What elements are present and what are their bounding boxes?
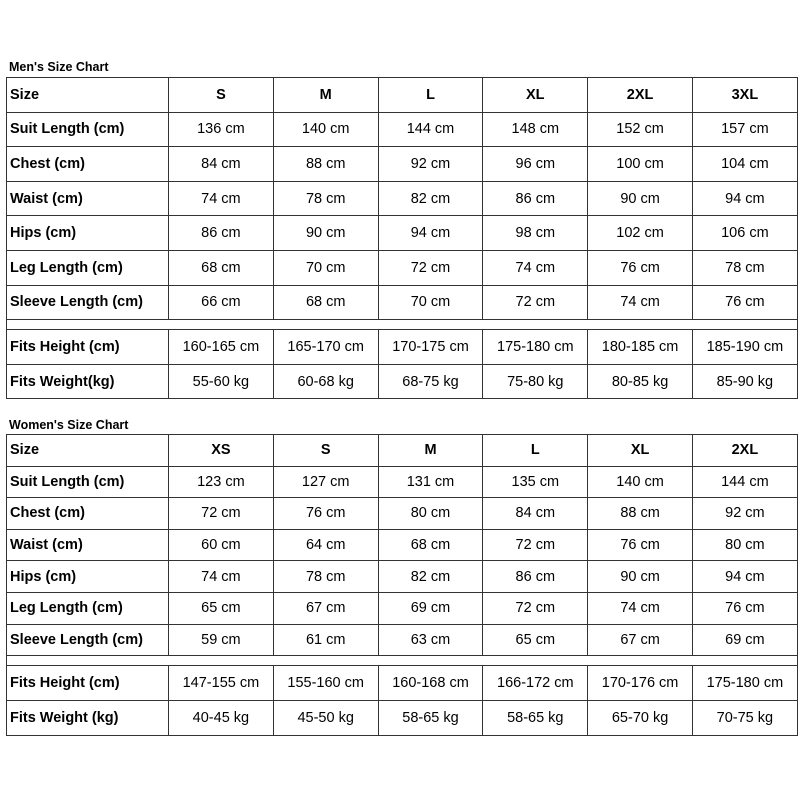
size-cell: 165-170 cm: [273, 330, 378, 365]
mens-size-table: [6, 77, 798, 399]
size-cell: 94 cm: [378, 216, 483, 251]
womens-size-table: [6, 434, 798, 736]
table-divider-row: [7, 656, 798, 666]
size-cell: 80-85 kg: [588, 364, 693, 399]
row-label: Leg Length (cm): [7, 250, 169, 285]
measurement-row: [7, 147, 798, 182]
size-cell: 170-176 cm: [588, 666, 693, 701]
row-label: Hips (cm): [7, 561, 169, 593]
row-label: Suit Length (cm): [7, 466, 169, 498]
size-cell: 166-172 cm: [483, 666, 588, 701]
size-cell: 80 cm: [378, 498, 483, 530]
size-cell: 72 cm: [483, 285, 588, 320]
fit-row: [7, 364, 798, 399]
size-cell: 74 cm: [169, 561, 274, 593]
size-cell: 98 cm: [483, 216, 588, 251]
size-cell: 90 cm: [588, 561, 693, 593]
size-cell: 80 cm: [692, 529, 797, 561]
size-cell: 69 cm: [378, 592, 483, 624]
size-cell: 65 cm: [169, 592, 274, 624]
row-label: Fits Height (cm): [7, 666, 169, 701]
size-cell: 127 cm: [273, 466, 378, 498]
row-label: Sleeve Length (cm): [7, 624, 169, 656]
size-cell: 85-90 kg: [692, 364, 797, 399]
row-label: Suit Length (cm): [7, 112, 169, 147]
size-cell: 61 cm: [273, 624, 378, 656]
table-divider: [7, 320, 798, 330]
size-cell: 136 cm: [169, 112, 274, 147]
measurement-row: [7, 285, 798, 320]
size-cell: 185-190 cm: [692, 330, 797, 365]
size-cell: L: [378, 78, 483, 113]
size-cell: 160-168 cm: [378, 666, 483, 701]
size-cell: 63 cm: [378, 624, 483, 656]
size-cell: 92 cm: [378, 147, 483, 182]
size-cell: 59 cm: [169, 624, 274, 656]
size-cell: 102 cm: [588, 216, 693, 251]
size-cell: 140 cm: [273, 112, 378, 147]
size-cell: 144 cm: [692, 466, 797, 498]
size-cell: 76 cm: [588, 250, 693, 285]
row-label: Fits Height (cm): [7, 330, 169, 365]
size-cell: 82 cm: [378, 561, 483, 593]
size-cell: 84 cm: [169, 147, 274, 182]
table-divider-row: [7, 320, 798, 330]
size-cell: 160-165 cm: [169, 330, 274, 365]
size-cell: 175-180 cm: [692, 666, 797, 701]
size-cell: 140 cm: [588, 466, 693, 498]
womens-size-chart-title: Women's Size Chart: [9, 418, 129, 432]
size-cell: 144 cm: [378, 112, 483, 147]
size-cell: 40-45 kg: [169, 701, 274, 736]
fit-row: [7, 330, 798, 365]
size-cell: 65 cm: [483, 624, 588, 656]
table-divider: [7, 656, 798, 666]
size-cell: XL: [588, 435, 693, 467]
size-cell: 72 cm: [169, 498, 274, 530]
size-cell: 70 cm: [378, 285, 483, 320]
size-cell: M: [273, 78, 378, 113]
size-cell: M: [378, 435, 483, 467]
size-cell: 86 cm: [483, 181, 588, 216]
size-cell: 135 cm: [483, 466, 588, 498]
size-cell: 60-68 kg: [273, 364, 378, 399]
size-cell: 131 cm: [378, 466, 483, 498]
size-cell: XS: [169, 435, 274, 467]
size-header-row: [7, 78, 798, 113]
row-label: Fits Weight(kg): [7, 364, 169, 399]
size-cell: S: [273, 435, 378, 467]
size-cell: 2XL: [588, 78, 693, 113]
size-cell: 72 cm: [483, 529, 588, 561]
size-cell: 157 cm: [692, 112, 797, 147]
size-cell: 70 cm: [273, 250, 378, 285]
row-label: Waist (cm): [7, 181, 169, 216]
size-cell: 78 cm: [692, 250, 797, 285]
measurement-row: [7, 624, 798, 656]
size-cell: 60 cm: [169, 529, 274, 561]
size-cell: 72 cm: [483, 592, 588, 624]
size-cell: 58-65 kg: [378, 701, 483, 736]
size-cell: 74 cm: [169, 181, 274, 216]
size-cell: 78 cm: [273, 561, 378, 593]
mens-size-chart-title: Men's Size Chart: [9, 60, 109, 74]
row-label: Chest (cm): [7, 147, 169, 182]
size-cell: 66 cm: [169, 285, 274, 320]
size-cell: 67 cm: [588, 624, 693, 656]
size-cell: 92 cm: [692, 498, 797, 530]
measurement-row: [7, 498, 798, 530]
size-cell: 94 cm: [692, 561, 797, 593]
size-cell: 2XL: [692, 435, 797, 467]
row-label: Waist (cm): [7, 529, 169, 561]
size-cell: 84 cm: [483, 498, 588, 530]
size-cell: 74 cm: [483, 250, 588, 285]
measurement-row: [7, 529, 798, 561]
size-cell: 100 cm: [588, 147, 693, 182]
size-cell: XL: [483, 78, 588, 113]
row-label: Sleeve Length (cm): [7, 285, 169, 320]
size-cell: 64 cm: [273, 529, 378, 561]
size-cell: 68-75 kg: [378, 364, 483, 399]
fit-row: [7, 666, 798, 701]
size-cell: 75-80 kg: [483, 364, 588, 399]
size-cell: 72 cm: [378, 250, 483, 285]
size-cell: 147-155 cm: [169, 666, 274, 701]
size-cell: 76 cm: [273, 498, 378, 530]
size-cell: 86 cm: [483, 561, 588, 593]
size-cell: 90 cm: [273, 216, 378, 251]
size-cell: 88 cm: [273, 147, 378, 182]
size-cell: 76 cm: [588, 529, 693, 561]
size-cell: 86 cm: [169, 216, 274, 251]
measurement-row: [7, 216, 798, 251]
measurement-row: [7, 112, 798, 147]
fit-row: [7, 701, 798, 736]
measurement-row: [7, 250, 798, 285]
size-cell: 96 cm: [483, 147, 588, 182]
size-cell: 82 cm: [378, 181, 483, 216]
size-cell: 148 cm: [483, 112, 588, 147]
size-cell: 69 cm: [692, 624, 797, 656]
size-cell: 76 cm: [692, 592, 797, 624]
size-cell: 74 cm: [588, 592, 693, 624]
size-cell: 104 cm: [692, 147, 797, 182]
size-cell: 45-50 kg: [273, 701, 378, 736]
size-cell: 170-175 cm: [378, 330, 483, 365]
size-cell: 175-180 cm: [483, 330, 588, 365]
row-label: Chest (cm): [7, 498, 169, 530]
size-cell: 94 cm: [692, 181, 797, 216]
size-cell: 155-160 cm: [273, 666, 378, 701]
size-cell: 55-60 kg: [169, 364, 274, 399]
size-cell: 68 cm: [378, 529, 483, 561]
measurement-row: [7, 592, 798, 624]
size-cell: 152 cm: [588, 112, 693, 147]
row-label: Hips (cm): [7, 216, 169, 251]
size-cell: 123 cm: [169, 466, 274, 498]
size-header-row: [7, 435, 798, 467]
size-cell: 70-75 kg: [692, 701, 797, 736]
size-cell: 76 cm: [692, 285, 797, 320]
row-label: Fits Weight (kg): [7, 701, 169, 736]
size-cell: 58-65 kg: [483, 701, 588, 736]
size-cell: 68 cm: [169, 250, 274, 285]
size-cell: 78 cm: [273, 181, 378, 216]
size-cell: 74 cm: [588, 285, 693, 320]
size-cell: 106 cm: [692, 216, 797, 251]
row-label: Size: [7, 78, 169, 113]
size-cell: 90 cm: [588, 181, 693, 216]
row-label: Leg Length (cm): [7, 592, 169, 624]
measurement-row: [7, 561, 798, 593]
size-cell: 180-185 cm: [588, 330, 693, 365]
size-cell: 3XL: [692, 78, 797, 113]
size-cell: L: [483, 435, 588, 467]
size-cell: 65-70 kg: [588, 701, 693, 736]
measurement-row: [7, 181, 798, 216]
size-cell: S: [169, 78, 274, 113]
size-cell: 67 cm: [273, 592, 378, 624]
size-cell: 88 cm: [588, 498, 693, 530]
row-label: Size: [7, 435, 169, 467]
size-cell: 68 cm: [273, 285, 378, 320]
measurement-row: [7, 466, 798, 498]
